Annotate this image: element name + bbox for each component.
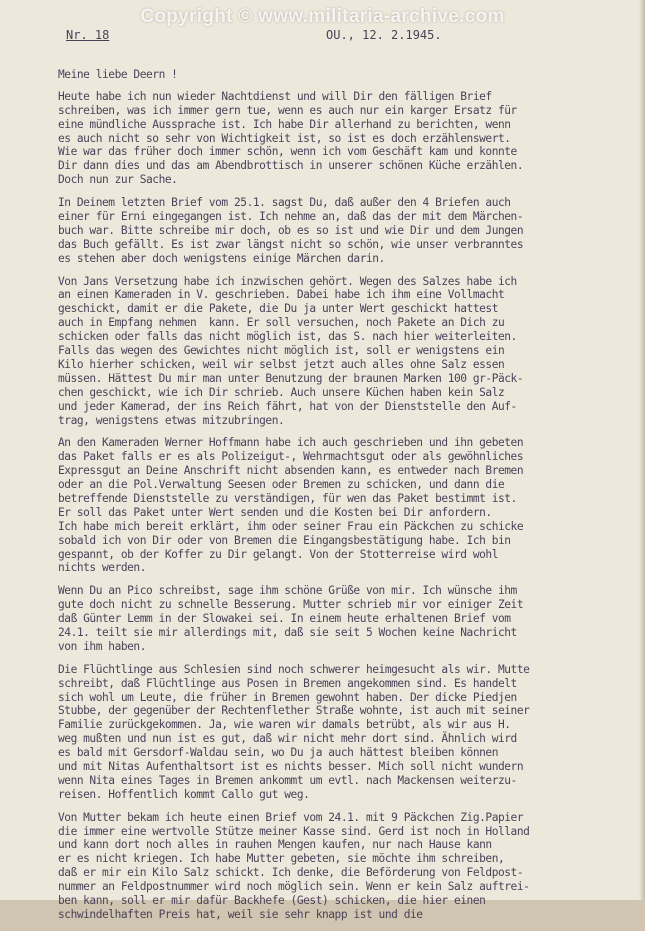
text-line: einer für Erni eingegangen ist. Ich nehme an, daß das der mit dem Märchen-: [58, 210, 524, 224]
text-line: ben kann, soll er mir dafür Backhefe (Gest) schicken, die hier einen: [58, 894, 486, 907]
text-line: schreiben, was ich immer gern tue, wenn es auch nur ein karger Ersatz für: [58, 103, 517, 117]
text-line: gespannt, ob der Koffer zu Dir gelangt. Von der Stotterreise wird wohl: [58, 547, 498, 561]
text-line: An den Kameraden Werner Hoffmann habe ich auch geschrieben und ihn gebeten: [58, 436, 524, 450]
text-line: Falls das wegen des Gewichtes nicht möglich ist, soll er wenigstens ein: [58, 344, 505, 358]
text-line: schreibt, daß Flüchtlinge aus Posen in Bremen angekommen sind. Es handelt: [58, 676, 517, 690]
text-line: Dir dann dies und das am Abendbrottisch in unserer schönen Küche erzählen.: [58, 159, 524, 173]
text-line: von ihm haben.: [58, 639, 146, 653]
text-line: das Buch gefällt. Es ist zwar längst nicht so schön, wie unser verbranntes: [58, 237, 524, 251]
paragraph: [58, 811, 643, 922]
text-line: Ich habe mich bereit erklärt, ihm oder seiner Frau ein Päckchen zu schicke: [58, 519, 524, 533]
text-line: er es nicht kriegen. Ich habe Mutter gebeten, sie möchte ihm schreiben,: [58, 852, 505, 866]
text-line: Von Mutter bekam ich heute einen Brief vom 24.1. mit 9 Päckchen Zig.Papier: [58, 810, 524, 824]
text-line: buch war. Bitte schreibe mir doch, ob es so ist und wie Dir und dem Jungen: [58, 223, 524, 237]
paragraph: [58, 436, 643, 575]
text-line: es bald mit Gersdorf-Waldau sein, wo Du ja auch hättest bleiben können: [58, 746, 498, 760]
text-line: nichts werden.: [58, 561, 146, 575]
text-line: wenn Nita eines Tages in Bremen ankommt um evtl. nach Mackensen weiterzu-: [58, 773, 517, 787]
paragraph: [58, 90, 643, 187]
text-line: und jeder Kamerad, der ins Reich fährt, hat von der Dienststelle den Auf-: [58, 399, 517, 413]
text-line: schicken oder falls das nicht möglich ist, das S. nach hier weiterleiten.: [58, 330, 517, 344]
text-line: Wenn Du an Pico schreibst, sage ihm schöne Grüße von mir. Ich wünsche ihm: [58, 584, 517, 598]
text-line: Wie war das früher doch immer schön, wenn ich vom Geschäft kam und konnte: [58, 145, 517, 159]
paragraph: [58, 196, 643, 265]
text-line: Kilo hierher schicken, weil wir selbst jetzt auch alles ohne Salz essen: [58, 357, 505, 371]
text-line: gute doch nicht zu schnelle Besserung. Mutter schrieb mir vor einiger Zeit: [58, 598, 524, 612]
text-line: 24.1. teilt sie mir allerdings mit, daß sie seit 5 Wochen keine Nachricht: [58, 625, 517, 639]
letter-body: [58, 68, 643, 931]
text-line: an einen Kameraden in V. geschrieben. Dabei habe ich ihm eine Vollmacht: [58, 288, 505, 302]
text-line: schwindelhaften Preis hat, weil sie sehr knapp ist und die: [58, 907, 423, 921]
paragraph: [58, 663, 643, 802]
text-line: und kann dort noch alles in rauhen Mengen kaufen, nur nach Hause kann: [58, 838, 492, 852]
text-line: Die Flüchtlinge aus Schlesien sind noch schwerer heimgesucht als wir. Mutte: [58, 662, 530, 676]
text-line: und mit Nitas Aufenthaltsort ist es nichts besser. Mich soll nicht wundern: [58, 759, 524, 773]
text-line: reisen. Hoffentlich kommt Callo gut weg.: [58, 787, 310, 801]
text-line: weg mußten und nun ist es gut, daß wir nicht mehr dort sind. Ähnlich wird: [58, 732, 517, 746]
text-line: daß er mir ein Kilo Salz schickt. Ich denke, die Beförderung von Feldpost-: [58, 866, 524, 880]
text-line: oder an die Pol.Verwaltung Seesen oder Bremen zu schicken, und dann die: [58, 478, 505, 492]
text-line: auch in Empfang nehmen kann. Er soll versuchen, noch Pakete an Dich zu: [58, 316, 505, 330]
text-line: Von Jans Versetzung habe ich inzwischen gehört. Wegen des Salzes habe ich: [58, 274, 517, 288]
page-edge-shadow: [639, 0, 645, 900]
text-line: nummer an Feldpostnummer wird noch möglich sein. Wenn er kein Salz auftrei-: [58, 880, 530, 894]
paragraph: [58, 275, 643, 428]
text-line: Doch nun zur Sache.: [58, 173, 178, 187]
place-date: OU., 12. 2.1945.: [326, 28, 442, 42]
text-line: sich wohl um Leute, die früher in Bremen gewohnt haben. Der dicke Piedjen: [58, 690, 517, 704]
text-line: Heute habe ich nun wieder Nachtdienst und will Dir den fälligen Brief: [58, 89, 492, 103]
paragraph: [58, 584, 643, 653]
text-line: sobald ich von Dir oder von Bremen die Eingangsbestätigung habe. Ich bin: [58, 533, 511, 547]
text-line: Familie zurückgekommen. Ja, wie waren wir damals betrübt, als wir aus H.: [58, 718, 511, 732]
text-line: die immer eine wertvolle Stütze meiner Kasse sind. Gerd ist noch in Holland: [58, 824, 530, 838]
text-line: es stehen aber doch wenigstens einige Märchen darin.: [58, 251, 385, 265]
text-line: chen geschickt, wie ich Dir schrieb. Auch unsere Küchen haben kein Salz: [58, 385, 505, 399]
text-line: daß Günter Lemm in der Slowakei sei. In einem heute erhaltenen Brief vom: [58, 612, 511, 626]
salutation: Meine liebe Deern !: [58, 68, 178, 81]
text-line: Er soll das Paket unter Wert senden und die Kosten bei Dir anfordern.: [58, 505, 492, 519]
text-line: müssen. Hättest Du mir man unter Benutzung der braunen Marken 100 gr-Päck-: [58, 371, 524, 385]
text-line: Stubbe, der gegenüber der Rechtenflether Straße wohnte, ist auch mit seiner: [58, 704, 530, 718]
text-line: geschickt, damit er die Pakete, die Du ja unter Wert geschickt hattest: [58, 302, 498, 316]
text-line: In Deinem letzten Brief vom 25.1. sagst Du, daß außer den 4 Briefen auch: [58, 196, 511, 210]
text-line: das Paket falls er es als Polizeigut-, Wehrmachtsgut oder als gewöhnliches: [58, 450, 524, 464]
text-line: eine mündliche Aussprache ist. Ich habe Dir allerhand zu berichten, wenn: [58, 117, 511, 131]
text-line: Expressgut an Deine Anschrift nicht absenden kann, es entweder nach Bremen: [58, 464, 524, 478]
text-line: betreffende Dienststelle zu verständigen, für wen das Paket bestimmt ist.: [58, 491, 517, 505]
copyright-watermark: Copyright © www.militaria-archive.com: [140, 6, 505, 27]
letter-number: Nr. 18: [66, 28, 110, 42]
text-line: trag, wenigstens etwas mitzubringen.: [58, 413, 285, 427]
text-line: es auch nicht so sehr von Wichtigkeit ist, so ist es doch erzählenswert.: [58, 131, 511, 145]
